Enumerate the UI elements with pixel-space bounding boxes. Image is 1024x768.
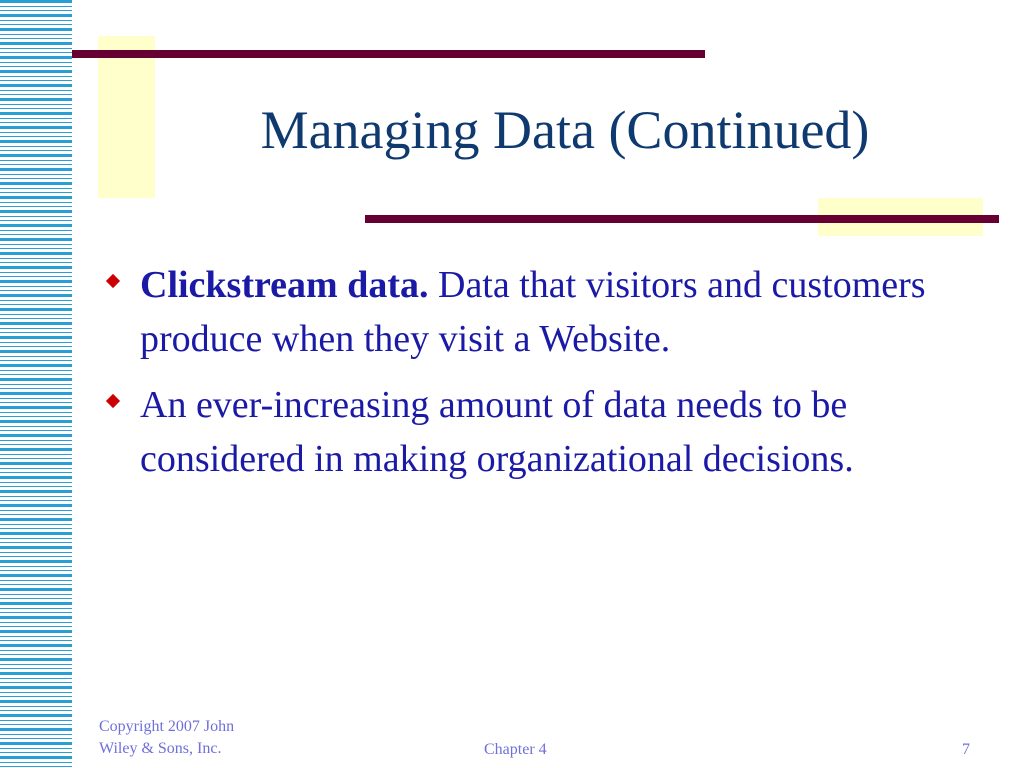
bullet-item-clickstream xyxy=(104,258,984,366)
footer-copyright xyxy=(99,716,289,760)
diamond-bullet-icon xyxy=(106,274,120,288)
title-rule-top xyxy=(72,50,705,58)
decorative-stripe-bar xyxy=(0,0,72,768)
slide-title: Managing Data (Continued) xyxy=(260,100,870,160)
title-rule-bottom xyxy=(365,215,999,223)
footer-page-number: 7 xyxy=(962,741,970,758)
bullet-text: An ever-increasing amount of data needs to be considered in making organizational decisions. xyxy=(140,384,854,480)
diamond-bullet-icon xyxy=(106,394,120,408)
footer-copyright-line2: Wiley & Sons, Inc. xyxy=(99,740,222,757)
bullet-term: Clickstream data. xyxy=(140,264,429,306)
bullet-item-data-volume xyxy=(104,378,984,486)
decorative-yellow-box-top xyxy=(98,36,155,198)
footer-chapter: Chapter 4 xyxy=(484,741,547,758)
bullet-text: Data that visitors and customers produce when they visit a Website. xyxy=(140,264,926,360)
footer-copyright-line1: Copyright 2007 John xyxy=(99,718,235,735)
bullet-list xyxy=(104,258,984,498)
